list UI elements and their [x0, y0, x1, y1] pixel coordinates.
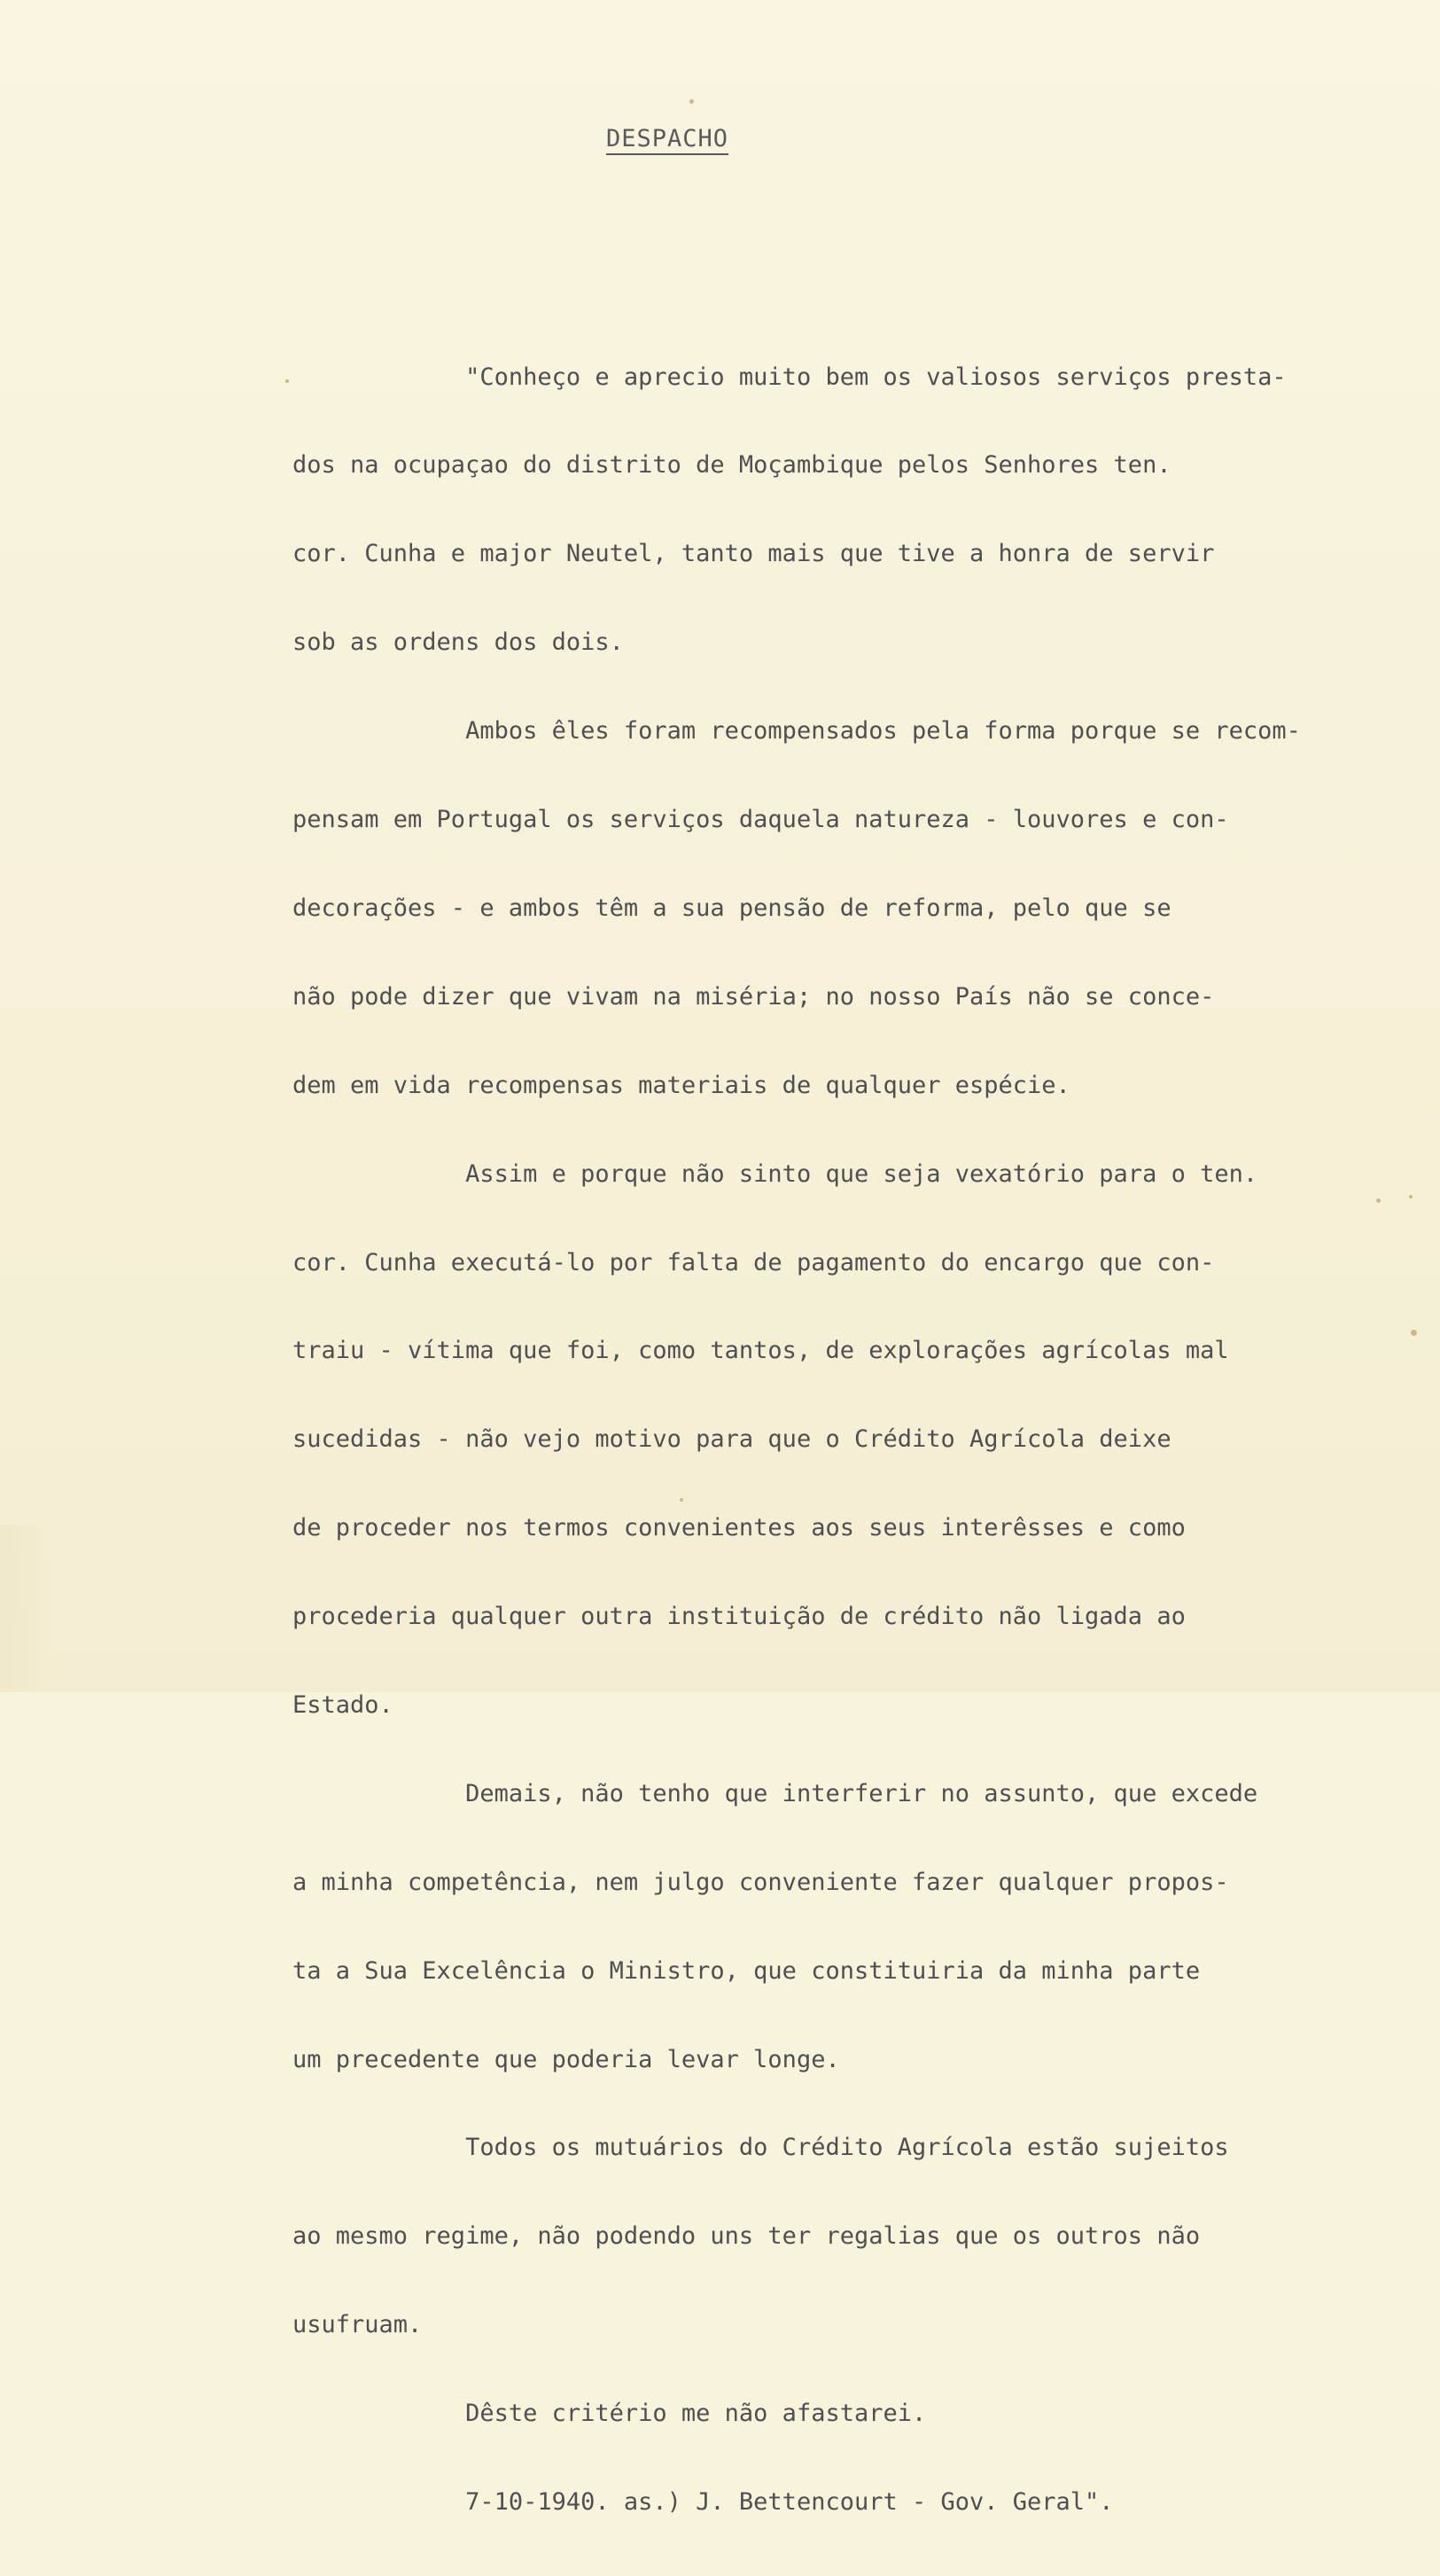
body-line: de proceder nos termos convenientes aos seus interêsses e como — [292, 1514, 1186, 1542]
body-line: cor. Cunha e major Neutel, tanto mais que tive a honra de servir — [292, 540, 1215, 568]
body-line: dos na ocupaçao do distrito de Moçambique pelos Senhores ten. — [292, 451, 1171, 480]
body-line: Demais, não tenho que interferir no assunto, que excede — [292, 1779, 1258, 1807]
body-line: procederia qualquer outra instituição de crédito não ligada ao — [292, 1603, 1186, 1631]
paper-speck — [1376, 1198, 1381, 1203]
body-line: Assim e porque não sinto que seja vexatório para o ten. — [292, 1159, 1258, 1188]
body-line: ao mesmo regime, não podendo uns ter regalias que os outros não — [292, 2222, 1201, 2251]
paper-speck — [680, 1498, 683, 1502]
paper-speck — [1409, 1195, 1413, 1198]
body-line: cor. Cunha executá-lo por falta de pagamento do encargo que con- — [292, 1248, 1215, 1276]
paper-edge-shadow — [0, 1525, 53, 1692]
body-line: Dêste critério me não afastarei. — [292, 2400, 927, 2428]
body-line: um precedente que poderia levar longe. — [292, 2045, 840, 2073]
body-line: Todos os mutuários do Crédito Agrícola estão sujeitos — [292, 2134, 1229, 2162]
body-line: decorações - e ambos têm a sua pensão de reforma, pelo que se — [292, 894, 1171, 922]
body-line: traiu - vítima que foi, como tantos, de explorações agrícolas mal — [292, 1337, 1229, 1365]
body-line: pensam em Portugal os serviços daquela natureza - louvores e con- — [292, 806, 1229, 834]
body-line: Estado. — [292, 1690, 393, 1719]
body-line: sob as ordens dos dois. — [292, 628, 624, 657]
body-line: usufruam. — [292, 2311, 423, 2339]
body-line: "Conheço e aprecio muito bem os valiosos serviços presta- — [292, 363, 1287, 391]
body-line: 7-10-1940. as.) J. Bettencourt - Gov. Geral". — [292, 2487, 1114, 2516]
paper-speck — [1411, 1330, 1417, 1336]
body-line: Ambos êles foram recompensados pela forma porque se recom- — [292, 717, 1301, 745]
paper-speck — [285, 379, 289, 383]
body-line: a minha competência, nem julgo conveniente fazer qualquer propos- — [292, 1868, 1229, 1896]
document-body — [292, 303, 1436, 2576]
body-line: não pode dizer que vivam na miséria; no nosso País não se conce- — [292, 982, 1215, 1011]
paper-speck — [689, 99, 694, 104]
document-title: DESPACHO — [606, 125, 729, 152]
body-line: dem em vida recompensas materiais de qualquer espécie. — [292, 1071, 1070, 1099]
body-line: ta a Sua Excelência o Ministro, que constituiria da minha parte — [292, 1956, 1201, 1985]
body-line: sucedidas - não vejo motivo para que o Crédito Agrícola deixe — [292, 1425, 1171, 1454]
